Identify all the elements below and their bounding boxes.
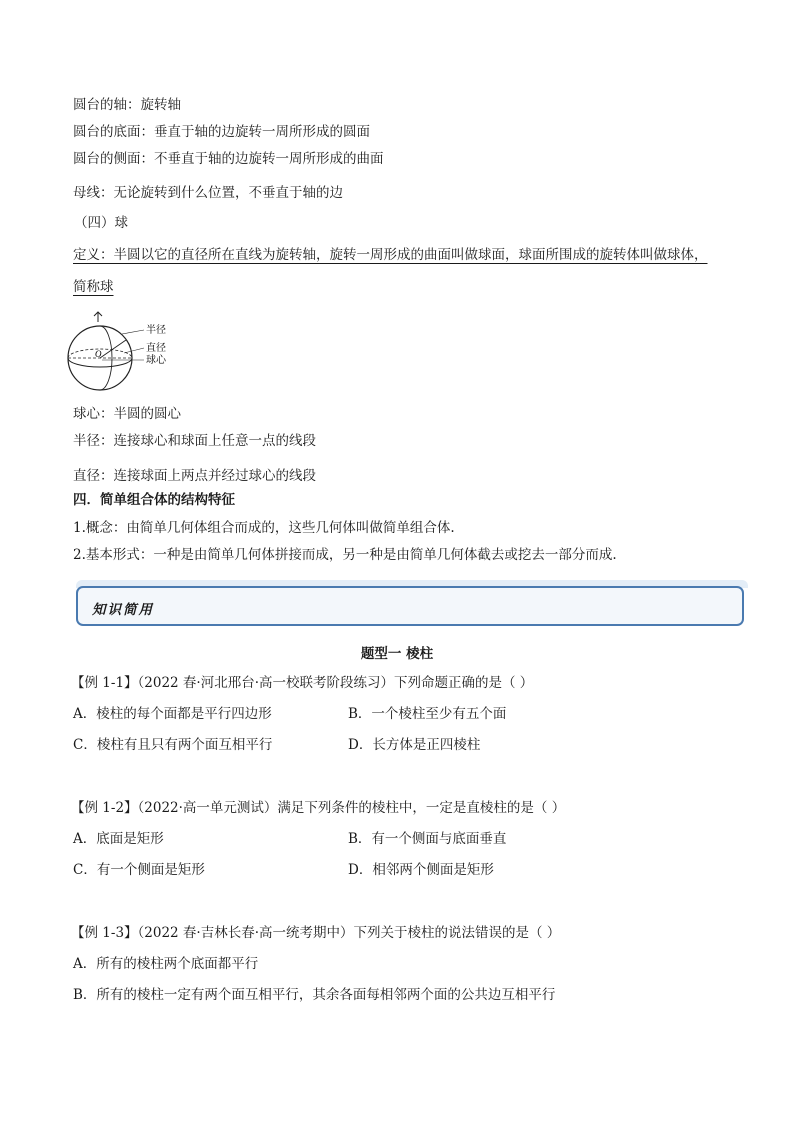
text-line: 直径：连接球面上两点并经过球心的线段 — [73, 468, 316, 484]
knowledge-banner — [76, 586, 744, 626]
option-b: B．有一个侧面与底面垂直 — [348, 831, 507, 847]
definition-line: 简称球 — [73, 279, 114, 295]
text-line: 球心：半圆的圆心 — [73, 406, 181, 422]
option-d: D．长方体是正四棱柱 — [348, 737, 481, 753]
subsection-heading: （四）球 — [74, 215, 128, 231]
option-a: A．底面是矩形 — [73, 831, 164, 847]
text-line: 圆台的底面：垂直于轴的边旋转一周所形成的圆面 — [73, 124, 370, 140]
text-line: 圆台的侧面：不垂直于轴的边旋转一周所形成的曲面 — [73, 151, 384, 167]
label-radius: 半径 — [146, 325, 166, 336]
example-stem: 【例 1-3】（2022 春·吉林长春·高一统考期中）下列关于棱柱的说法错误的是（ ） — [71, 925, 561, 941]
section-heading: 四．简单组合体的结构特征 — [73, 492, 235, 508]
option-a: A．所有的棱柱两个底面都平行 — [73, 956, 259, 972]
text-line: 1.概念：由简单几何体组合而成的，这些几何体叫做简单组合体. — [73, 520, 455, 536]
option-b: B．所有的棱柱一定有两个面互相平行，其余各面每相邻两个面的公共边互相平行 — [73, 987, 556, 1003]
label-center: 球心 — [146, 355, 166, 366]
option-c: C．棱柱有且只有两个面互相平行 — [73, 737, 273, 753]
option-b: B．一个棱柱至少有五个面 — [348, 706, 507, 722]
option-d: D．相邻两个侧面是矩形 — [348, 862, 494, 878]
banner-title: 知识简用 — [92, 602, 154, 618]
label-diameter: 直径 — [146, 343, 166, 354]
option-a: A．棱柱的每个面都是平行四边形 — [73, 706, 272, 722]
label-o: O — [95, 349, 102, 359]
example-stem: 【例 1-2】（2022·高一单元测试）满足下列条件的棱柱中，一定是直棱柱的是（ ） — [71, 800, 566, 816]
option-c: C．有一个侧面是矩形 — [73, 862, 205, 878]
text-line: 2.基本形式：一种是由简单几何体拼接而成，另一种是由简单几何体截去或挖去一部分而成. — [73, 547, 617, 563]
example-stem: 【例 1-1】（2022 春·河北邢台·高一校联考阶段练习）下列命题正确的是（ ） — [71, 675, 534, 691]
text-line: 母线：无论旋转到什么位置，不垂直于轴的边 — [73, 185, 343, 201]
text-line: 圆台的轴：旋转轴 — [73, 97, 181, 113]
definition-line: 定义：半圆以它的直径所在直线为旋转轴，旋转一周形成的曲面叫做球面，球面所围成的旋转体叫做球体， — [73, 247, 708, 263]
text-line: 半径：连接球心和球面上任意一点的线段 — [73, 433, 316, 449]
type-title: 题型一 棱柱 — [360, 646, 434, 662]
sphere-figure — [66, 310, 186, 400]
